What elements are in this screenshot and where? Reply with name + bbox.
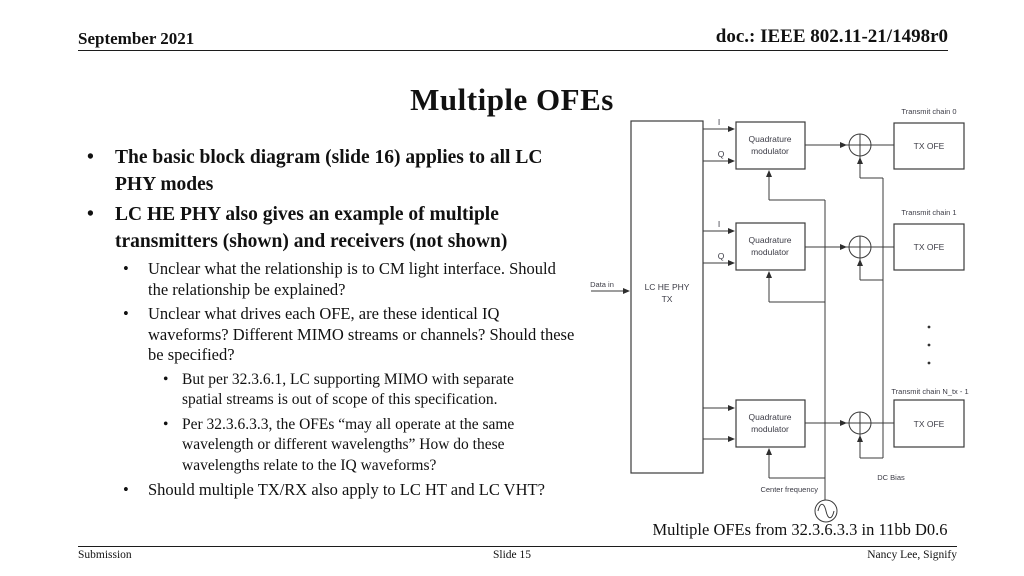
- transmit-chain-label-1: Transmit chain 1: [901, 208, 957, 217]
- data-in-label: Data in: [590, 280, 614, 289]
- arrowhead-icon: [623, 288, 630, 294]
- q-label: Q: [717, 251, 725, 261]
- arrowhead-icon: [857, 435, 863, 442]
- i-label: I: [717, 117, 721, 127]
- bullet-text: • The basic block diagram (slide 16) applies to all LC PHY modes: [115, 147, 543, 195]
- arrowhead-icon: [766, 170, 772, 177]
- q-label: Q: [717, 149, 725, 159]
- bullet-text: • Should multiple TX/RX also apply to LC HT and LC VHT?: [148, 480, 545, 499]
- modulator-label: modulator: [751, 247, 789, 257]
- header-doc-number: doc.: IEEE 802.11-21/1498r0: [715, 26, 948, 47]
- tx-ofe-label: TX OFE: [913, 419, 945, 429]
- sine-wave-icon: [818, 504, 834, 518]
- footer-rule: [78, 546, 957, 547]
- modulator-label: modulator: [751, 146, 789, 156]
- arrowhead-icon: [766, 448, 772, 455]
- arrowhead-icon: [728, 126, 735, 132]
- tx-ofe-label: TX OFE: [913, 141, 945, 151]
- center-frequency-label: Center frequency: [760, 485, 818, 494]
- modulator-label: modulator: [751, 424, 789, 434]
- arrowhead-icon: [840, 244, 847, 250]
- footer-author: Nancy Lee, Signify: [867, 549, 957, 561]
- footer-slide-number: Slide 15: [492, 549, 531, 561]
- arrowhead-icon: [728, 158, 735, 164]
- arrowhead-icon: [728, 260, 735, 266]
- modulator-label: Quadrature: [748, 134, 792, 144]
- arrowhead-icon: [728, 405, 735, 411]
- bullet-text: • Per 32.3.6.3.3, the OFEs “may all operate at the same wavelength or different wavelengths” How do these wavelengths relate to the IQ waveforms?: [182, 415, 515, 474]
- transmit-chain-label-n: Transmit chain N_tx - 1: [891, 387, 969, 396]
- arrowhead-icon: [728, 436, 735, 442]
- phy-box-label: TX: [661, 294, 673, 304]
- bullet-text: • But per 32.3.6.1, LC supporting MIMO with separate spatial streams is out of scope of this specification.: [182, 370, 514, 408]
- transmit-chain-label-0: Transmit chain 0: [901, 107, 957, 116]
- ellipsis-dot: [928, 344, 931, 347]
- arrowhead-icon: [766, 271, 772, 278]
- arrowhead-icon: [857, 157, 863, 164]
- page-title: Multiple OFEs: [410, 82, 614, 117]
- dc-bias-label: DC Bias: [877, 473, 905, 482]
- bullet-text: • Unclear what the relationship is to CM light interface. Should the relationship be explained?: [148, 259, 556, 299]
- header-date: September 2021: [78, 29, 195, 48]
- bullet-text: • Unclear what drives each OFE, are these identical IQ waveforms? Different MIMO streams or channels? Should these be specified?: [148, 304, 575, 364]
- arrowhead-icon: [840, 420, 847, 426]
- phy-box-label: LC HE PHY: [644, 282, 690, 292]
- figure-caption: Multiple OFEs from 32.3.6.3.3 in 11bb D0.6: [652, 520, 948, 539]
- modulator-label: Quadrature: [748, 412, 792, 422]
- bullet-text: • LC HE PHY also gives an example of multiple transmitters (shown) and receivers (not shown): [115, 204, 508, 252]
- ellipsis-dot: [928, 362, 931, 365]
- i-label: I: [717, 219, 721, 229]
- modulator-label: Quadrature: [748, 235, 792, 245]
- footer-submission: Submission: [78, 549, 132, 561]
- arrowhead-icon: [728, 228, 735, 234]
- arrowhead-icon: [840, 142, 847, 148]
- tx-ofe-label: TX OFE: [913, 242, 945, 252]
- ellipsis-dot: [928, 326, 931, 329]
- arrowhead-icon: [857, 259, 863, 266]
